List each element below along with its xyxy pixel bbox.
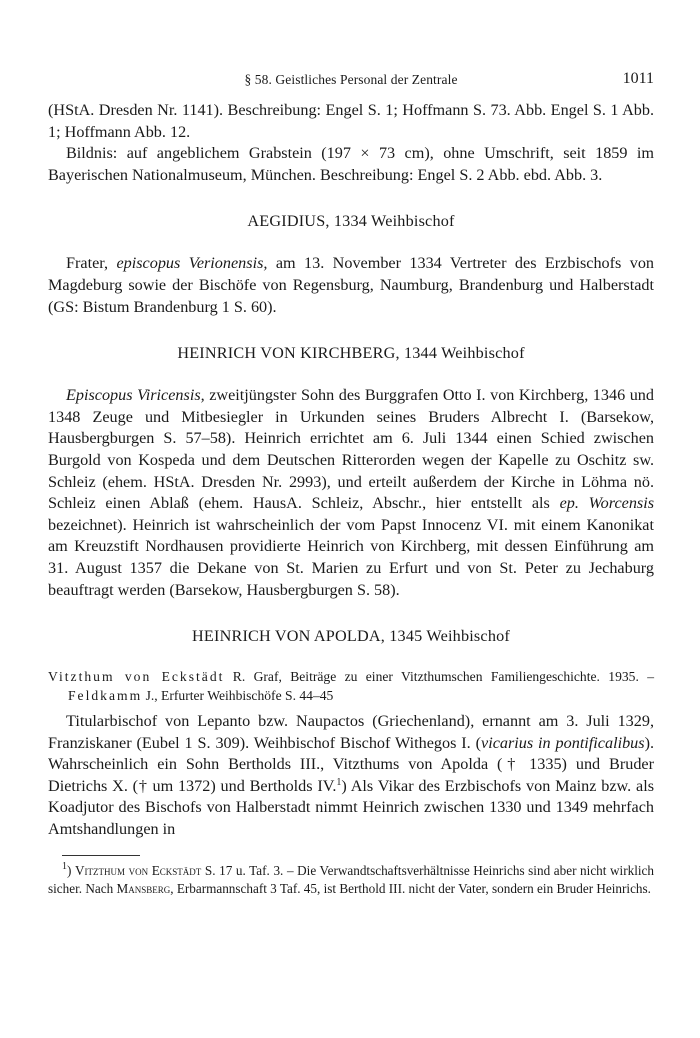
footnote-text-1: S. 17 u. Taf. 3. – Die Verwandtschaftsverhältnisse Heinrichs sind aber nicht wirklich sicher. Nach — [48, 862, 654, 896]
kirchberg-paragraph — [48, 385, 654, 601]
apolda-text-1: Titularbischof von Lepanto bzw. Naupactos (Griechenland), ernannt am 3. Juli 1329, Franziskaner (Eubel 1 S. 309). Weihbischof Bischof Withegos I. ( — [48, 712, 654, 752]
kirchberg-italic-1: Episcopus Viricensis, — [66, 386, 205, 405]
bildnis-text: Bildnis: auf angeblichem Grabstein (197 × 73 cm), ohne Umschrift, seit 1859 im Bayerischen Nationalmuseum, München. Beschreibung: Engel S. 2 Abb. ebd. Abb. 3. — [48, 144, 654, 184]
footnote: $^1$) Vitzthum von Eckstädt S. 17 u. Taf. 3. – Die Verwandtschaftsverhältnisse Heinrichs sind aber nicht wirklich sicher. Nach Mansberg, Erbarmannschaft 3 Taf. 45, ist Berthold III. nicht der Vater, sondern ein Bruder Heinrichs. — [48, 860, 654, 896]
literature-text-2: J., Erfurter Weihbischöfe S. 44–45 — [145, 687, 334, 703]
page-number: 1011 — [622, 70, 654, 87]
aegidius-text: am 13. November 1334 Vertreter des Erzbischofs von Magdeburg sowie der Bischöfe von Regensburg, Naumburg, Brandenburg und Halberstadt (GS: Bistum Brandenburg 1 S. 60). — [48, 254, 655, 316]
intro-text: (HStA. Dresden Nr. 1141). Beschreibung: Engel S. 1; Hoffmann S. 73. Abb. Engel S. 1 Abb. 1; Hoffmann Abb. 12. — [48, 101, 654, 141]
kirchberg-text-2: bezeichnet). Heinrich ist wahrscheinlich der vom Papst Innocenz VI. mit einem Kanonikat am Kreuzstift Nordhausen providierte Heinrich von Kirchberg, mit dessen Einführung am 31. August 1357 die Dekane von St. Marien zu Erfurt und von St. Peter zu Jechaburg beauftragt werden (Barsekow, Hausbergburgen S. 58). — [48, 515, 654, 599]
literature-text-1: R. Graf, Beiträge zu einer Vitzthumschen Familiengeschichte. 1935. – — [232, 669, 655, 685]
footnote-name-1: Vitzthum von Eckstädt — [75, 862, 202, 878]
heading-apolda: HEINRICH VON APOLDA, 1345 Weihbischof — [192, 627, 510, 646]
aegidius-lead: Frater, — [66, 254, 109, 273]
apolda-italic: vicarius in pontificalibus — [481, 733, 645, 752]
kirchberg-text-1: zweitjüngster Sohn des Burggrafen Otto I. von Kirchberg, 1346 und 1348 Zeuge und Mitbesiegler in Urkunden seines Bruders Albrecht I. (Barsekow, Hausbergburgen S. 57–58). Heinrich errichtet am 6. Juli 1344 einen Schied zwischen Burgold von Kospeda und dem Deutschen Ritterorden wegen der Kapelle zu Oschitz sw. Schleiz (ehem. HStA. Dresden Nr. 2993), und erteilt außerdem der Kirche in Löhma nö. Schleiz einen Ablaß (ehem. HausA. Schleiz, Abschr., hier entstellt als — [48, 386, 654, 513]
apolda-literature — [48, 668, 654, 705]
apolda-paragraph: Titularbischof von Lepanto bzw. Naupactos (Griechenland), ernannt am 3. Juli 1329, Franziskaner (Eubel 1 S. 309). Weihbischof Bischof Withegos I. (vicarius in pontificalibus). Wahrscheinlich ein Sohn Bertholds III., Vitzthums von Apolda († 1335) und Bruder Dietrichs X. († um 1372) und Bertholds IV.$^1$) Als Vikar des Erzbischofs von Mainz bzw. als Koadjutor des Bischofs von Halberstadt nimmt Heinrich zwischen 1330 und 1349 mehrfach Amtshandlungen in — [48, 712, 655, 839]
aegidius-italic: episcopus Verionensis, — [116, 254, 268, 273]
footnote-divider — [62, 855, 140, 856]
footnote-text-2: , Erbarmannschaft 3 Taf. 45, ist Berthold III. nicht der Vater, sondern ein Bruder Heinrichs. — [170, 880, 651, 896]
heading-kirchberg: HEINRICH VON KIRCHBERG, 1344 Weihbischof — [177, 344, 525, 363]
apolda-text-3: Als Vikar des Erzbischofs von Mainz bzw. als Koadjutor des Bischofs von Halberstadt nimmt Heinrich zwischen 1330 und 1349 mehrfach Amtshandlungen in — [48, 776, 655, 839]
bildnis-paragraph — [48, 143, 654, 186]
footnote-mark: 1 — [62, 860, 67, 872]
apolda-text-2: ). Wahrscheinlich ein Sohn Bertholds III., Vitzthums von Apolda († 1335) und Bruder Dietrichs X. († um 1372) und Bertholds IV. — [48, 733, 655, 795]
footnote-reference[interactable]: 1 — [336, 776, 342, 788]
document-page — [48, 70, 654, 898]
footnote-name-2: Mansberg — [116, 880, 171, 896]
running-title: § 58. Geistliches Personal der Zentrale — [244, 72, 458, 87]
literature-author-1: Vitzthum von Eckstädt — [48, 669, 225, 685]
intro-paragraph — [48, 100, 654, 143]
aegidius-paragraph — [48, 253, 654, 318]
literature-author-2: Feldkamm — [68, 687, 143, 703]
heading-aegidius: AEGIDIUS, 1334 Weihbischof — [247, 212, 455, 231]
running-header — [48, 70, 654, 92]
kirchberg-italic-2: ep. Worcensis — [559, 494, 655, 513]
